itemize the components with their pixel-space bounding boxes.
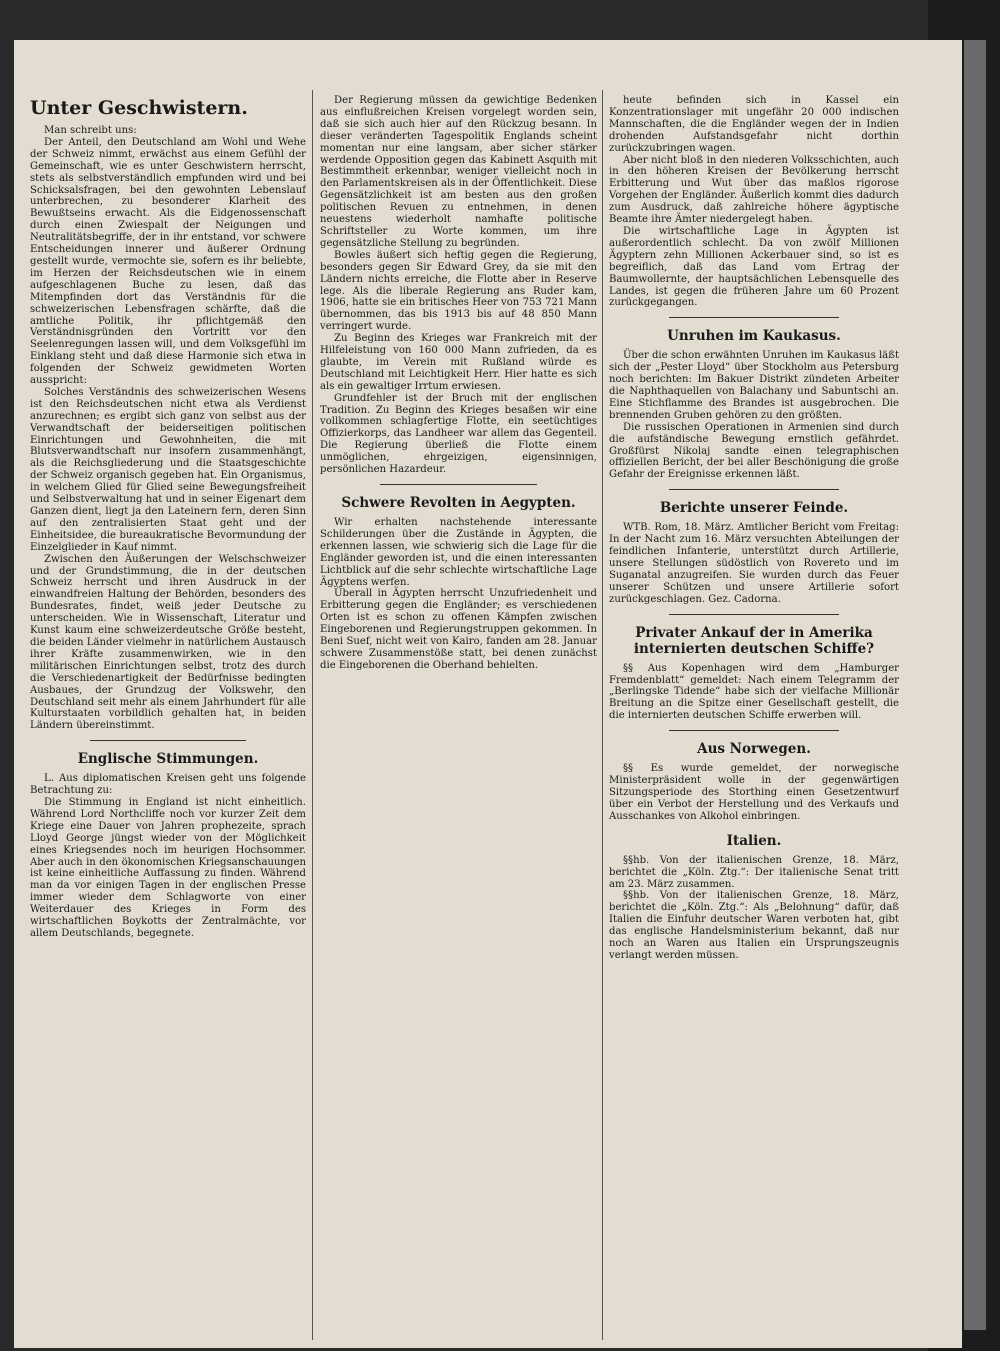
divider [669, 730, 839, 731]
paragraph: Wir erhalten nachstehende interessante Schilderungen über die Zustände in Ägypten, die erkennen lassen, wie schwierig sich die Lage für die Engländer geworden ist, und die einen interessanten Lichtblick auf die sehr schlechte wirtschaftliche Lage Ägyptens werfen. [320, 517, 597, 588]
divider [90, 740, 246, 741]
article-title: Unruhen im Kaukasus. [667, 328, 841, 345]
article-title: Englische Stimmungen. [77, 751, 259, 768]
column-3 [609, 95, 899, 1338]
article-title: Unter Geschwistern. [30, 97, 248, 119]
scan-gray-strip [964, 40, 986, 1330]
article-title: Schwere Revolten in Aegypten. [341, 495, 576, 511]
paragraph: Aber nicht bloß in den niederen Volksschichten, auch in den höheren Kreisen der Bevölkerung herrscht Erbitterung und Wut über das maßlos rigorose Vorgehen der Engländer. Äußerlich kommt dies dadurch zum Ausdruck, daß zahlreiche höhere ägyptische Beamte ihre Ämter niedergelegt haben. [609, 154, 899, 226]
paragraph: Der Regierung müssen da gewichtige Bedenken aus einflußreichen Kreisen vorgelegt worden sein, daß sie sich auch hier auf den Rückzug besann. In dieser veränderten Tagespolitik Englands scheint momentan nur eine langsam, aber sicher stärker werdende Opposition gegen das Kabinett Asquith mit Bestimmtheit erkennbar, weniger vielleicht noch in den Parlamentskreisen als in der Öffentlichkeit. Diese Gegensätzlichkeit ist am besten aus den großen politischen Revuen zu entnehmen, in denen neuestens wiederholt namhafte politische Schriftsteller zu Worte kommen, um ihre gegensätzliche Stellung zu begründen. [320, 95, 597, 249]
paragraph: Zwischen den Äußerungen der Welschschweizer und der Grundstimmung, die in der deutschen Schweiz herrscht und ihren Ausdruck in der einwandfreien Haltung der Behörden, besonders des Bundesrates, findet, weiß jeder Deutsche zu unterscheiden. Wie in Wissenschaft, Literatur und Kunst kaum eine schweizerdeutsche Größe besteht, die beiden Länder vielmehr in natürlichem Austausch ihrer Kräfte zusammenwirken, wie in den militärischen Einrichtungen selbst, trotz des durch die Verschiedenartigkeit der Bedürfnisse bedingten Ausbaues, der Grundzug der Volkswehr, den Deutschland seit mehr als einem Jahrhundert für alle Kulturstaaten vorbildlich gehalten hat, in beiden Ländern übereinstimmt. [30, 553, 306, 732]
column-separator [602, 90, 603, 1340]
paragraph: Der Anteil, den Deutschland am Wohl und Wehe der Schweiz nimmt, erwächst aus einem Gefühl der Gemeinschaft, wie es unter Geschwistern herrscht, stets als selbstverständlich empfunden wird und bei Schicksalsfragen, bei den gewohnten Lebenslauf unterbrechen, zu besonderer Klarheit des Bewußtseins erwacht. Als die Eidgenossenschaft durch einen Zwiespalt der Neigungen und Neutralitätsbegriffe, der in ihr entstand, vor schwere Entscheidungen innerer und äußerer Ordnung gestellt wurde, vermochte sie, sofern es ihr beliebte, im Herzen der Reichsdeutschen wie in einem aufgeschlagenen Buche zu lesen, daß das Mitempfinden dort das Verständnis für die schweizerischen Lebensfragen schärfte, daß die amtliche Politik, ihr pflichtgemäß den Verständnisgründen den Vortritt vor den Seelenregungen lassen will, und dem Volksgefühl im Einklang steht und daß diese Harmonie sich etwa in folgenden der Schweiz gewidmeten Worten ausspricht: [30, 136, 306, 387]
divider [669, 489, 839, 490]
column-1 [30, 95, 306, 1338]
column-separator [312, 90, 313, 1340]
paragraph: Zu Beginn des Krieges war Frankreich mit der Hilfeleistung von 160 000 Mann zufrieden, da es glaubte, im Verein mit Rußland würde es Deutschland mit Leichtigkeit Herr. Hier hatte es sich als ein gewaltiger Irrtum erwiesen. [320, 333, 597, 392]
paragraph: Die russischen Operationen in Armenien sind durch die aufständische Bewegung ernstlich gefährdet. Großfürst Nikolaj sandte einen telegraphischen offiziellen Bericht, der bei aller Beschönigung die große Gefahr der Ereignisse erkennen läßt. [609, 421, 899, 481]
article-title: Berichte unserer Feinde. [659, 500, 849, 517]
paragraph: Die wirtschaftliche Lage in Ägypten ist außerordentlich schlecht. Da von zwölf Millionen Ägyptern zehn Millionen Ackerbauer sind, so ist es begreiflich, daß das Land vom Ertrag der Baumwollernte, der hauptsächlichen Lebensquelle des Landes, ist gegen die früheren Jahre um 60 Prozent zurückgegangen. [609, 225, 899, 309]
paragraph: Solches Verständnis des schweizerischen Wesens ist den Reichsdeutschen nicht etwa als Verdienst anzurechnen; es ergibt sich ganz von selbst aus der Verwandtschaft der beiderseitigen politischen Einrichtungen und Gewohnheiten, die mit Blutsverwandtschaft nur insofern zusammenhängt, als die Reichsgliederung und die Staatsgeschichte der Schweiz organisch gegeben hat. Ein Organismus, in welchem Glied für Glied seine Bewegungsfreiheit und Selbstverwaltung hat und in seiner Eigenart dem Ganzen dient, liegt ja den Lateinern fern, deren Sinn auf den zentralisierten Staat geht und der Einheitsidee, die bureaukratische Bevormundung der Einzelglieder in Kauf nimmt. [30, 386, 306, 553]
divider [380, 484, 537, 485]
paragraph: Grundfehler ist der Bruch mit der englischen Tradition. Zu Beginn des Krieges besaßen wir eine vollkommen schlagfertige Flotte, ein seetüchtiges Offizierkorps, das Landheer war allem das Gegenteil. Die Regierung überließ die Flotte einem unmöglichen, ehrgeizigen, eigensinnigen, persönlichen Hazardeur. [320, 392, 597, 476]
paragraph: L. Aus diplomatischen Kreisen geht uns folgende Betrachtung zu: [30, 773, 306, 797]
paragraph: heute befinden sich in Kassel ein Konzentrationslager mit ungefähr 20 000 indischen Mannschaften, die die Engländer wegen der in Indien drohenden Aufstandsgefahr nicht dorthin zurückzubringen wagen. [609, 95, 899, 154]
divider [669, 614, 839, 615]
article-title: Privater Ankauf der in Amerika internierten deutschen Schiffe? [633, 624, 875, 657]
paragraph: §§hb. Von der italienischen Grenze, 18. März, berichtet die „Köln. Ztg.“: Der italienische Senat tritt am 23. März zusammen. [609, 854, 899, 890]
paragraph: §§hb. Von der italienischen Grenze, 18. März, berichtet die „Köln. Ztg.“: Als „Belohnung“ dafür, daß Italien die Einfuhr deutscher Waren verboten hat, gibt das englische Handelsministerium bekannt, daß nur noch an Waren aus Italien ein Ursprungszeugnis verlangt werden müssen. [609, 890, 899, 961]
paragraph: Man schreibt uns: [44, 125, 137, 136]
paragraph: Überall in Ägypten herrscht Unzufriedenheit und Erbitterung gegen die Engländer; es verschiedenen Orten ist es schon zu offenen Kämpfen zwischen Eingeborenen und Regierungstruppen gekommen. In Beni Suef, nicht weit von Kairo, fanden am 28. Januar schwere Zusammenstöße statt, bei denen zunächst die Eingeborenen die Oberhand behielten. [320, 588, 597, 671]
paragraph: §§ Aus Kopenhagen wird dem „Hamburger Fremdenblatt“ gemeldet: Nach einem Telegramm der „Berlingske Tidende“ habe sich der vielfache Millionär Breitung an die Spitze einer Gesellschaft gestellt, die die internierten deutschen Schiffe erwerben will. [609, 662, 899, 722]
column-2 [320, 95, 597, 1338]
paragraph: Die Stimmung in England ist nicht einheitlich. Während Lord Northcliffe noch vor kurzer Zeit dem Kriege eine Dauer von Jahren prophezeite, sprach Lloyd George jüngst wieder von der Möglichkeit eines Kriegsendes noch im heurigen Hochsommer. Aber auch in den ökonomischen Kriegsanschauungen ist keine einheitliche Auffassung zu finden. Während man da vor einigen Tagen in der englischen Presse immer wieder dem Schlagworte von einer Weiterdauer des Krieges in Form des wirtschaftlichen Boykotts der Zentralmächte, vor allem Deutschlands, begegnete. [30, 797, 306, 939]
article-title: Aus Norwegen. [697, 741, 811, 758]
paragraph: WTB. Rom, 18. März. Amtlicher Bericht vom Freitag: In der Nacht zum 16. März versuchten Abteilungen der feindlichen Infanterie, unterstützt durch Artillerie, unsere Stellungen südöstlich von Rovereto und im Suganatal anzugreifen. Sie wurden durch das Feuer unserer Schützen und unsere Artillerie sofort zurückgeschlagen. Gez. Cadorna. [609, 522, 899, 605]
paragraph: §§ Es wurde gemeldet, der norwegische Ministerpräsident wolle in der gegenwärtigen Sitzungsperiode des Storthing einen Gesetzentwurf über ein Verbot der Herstellung und des Verkaufs und Ausschankes von Alkohol einbringen. [609, 763, 899, 822]
paragraph: Bowles äußert sich heftig gegen die Regierung, besonders gegen Sir Edward Grey, da sie mit den Ländern nichts erreiche, die Flotte aber in Reserve lege. Als die liberale Regierung ans Ruder kam, 1906, hatte sie ein britisches Heer von 753 721 Mann übernommen, das bis 1913 bis auf 48 850 Mann verringert wurde. [320, 249, 597, 333]
newspaper-page [14, 40, 962, 1348]
paragraph: Über die schon erwähnten Unruhen im Kaukasus läßt sich der „Pester Lloyd“ über Stockholm aus Petersburg noch berichten: Im Bakuer Distrikt zündeten Arbeiter die Naphthaquellen von Balachany und Sabuntschi an. Eine Stichflamme des Brandes ist ausgebrochen. Die brennenden Gruben gehören zu den größten. [609, 350, 899, 421]
divider [669, 317, 839, 318]
article-title: Italien. [726, 832, 782, 849]
